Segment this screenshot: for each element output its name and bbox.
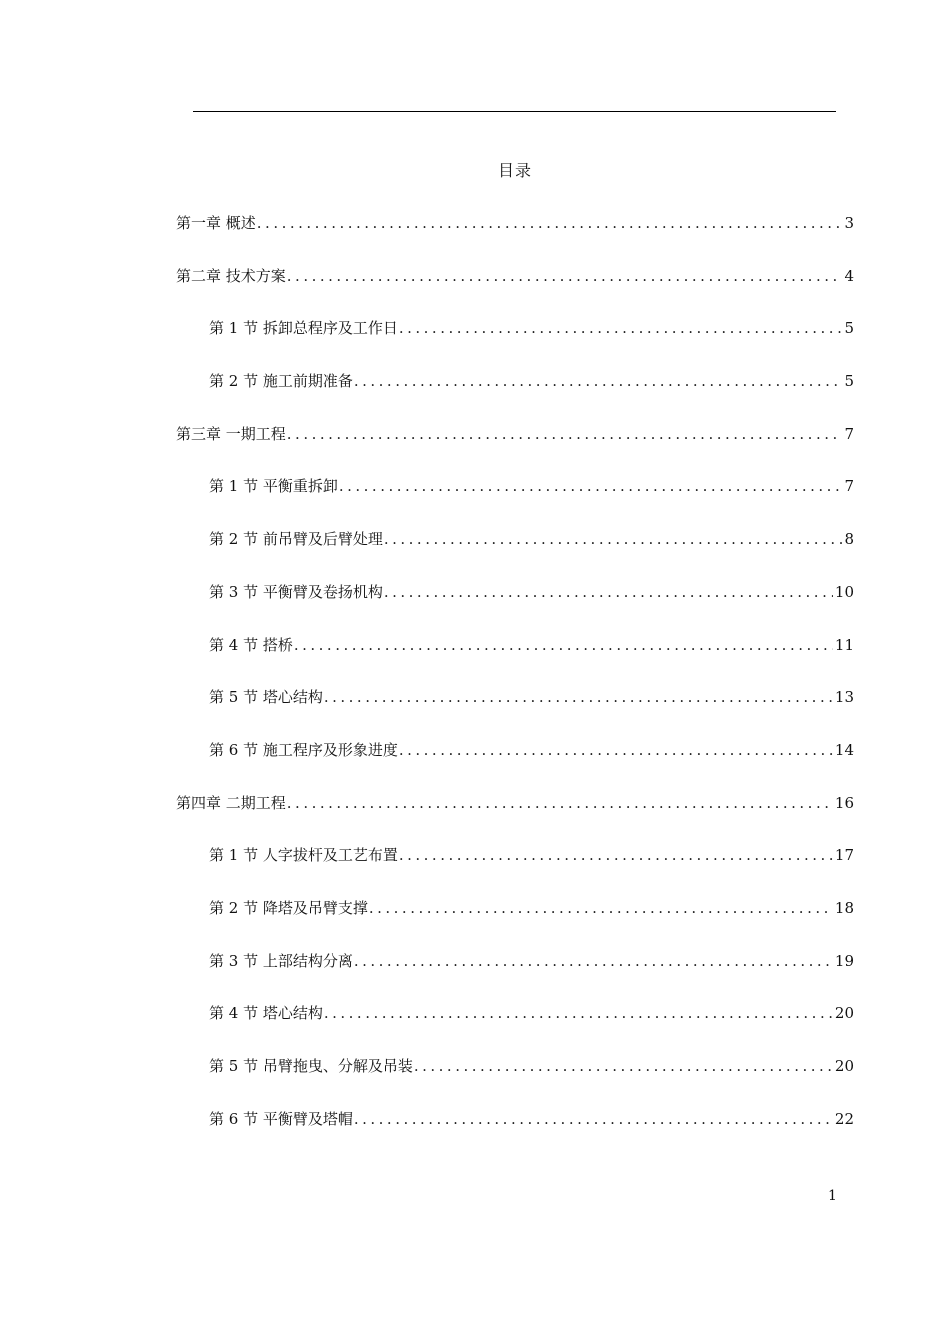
toc-section-entry[interactable] — [176, 735, 854, 788]
toc-chapter-entry[interactable] — [176, 419, 854, 472]
toc-dot-leader — [324, 682, 833, 712]
toc-entry-label: 第 2 节 前吊臂及后臂处理 — [209, 530, 383, 549]
toc-entry-label: 第 1 节 平衡重拆卸 — [209, 477, 338, 496]
toc-entry-label: 第 2 节 降塔及吊臂支撑 — [209, 898, 368, 917]
toc-entry-label: 第三章 一期工程 — [176, 424, 286, 443]
toc-section-entry[interactable] — [176, 998, 854, 1051]
toc-entry-label: 第 1 节 拆卸总程序及工作日 — [209, 319, 398, 338]
toc-section-entry[interactable] — [176, 1104, 854, 1157]
toc-dot-leader — [294, 630, 833, 660]
toc-dot-leader — [339, 471, 843, 501]
toc-dot-leader — [354, 1104, 833, 1134]
toc-entry-page: 4 — [844, 266, 854, 285]
toc-entry-page: 20 — [834, 1004, 854, 1023]
toc-entry-page: 7 — [844, 477, 854, 496]
toc-entry-page: 7 — [844, 424, 854, 443]
toc-entry-page: 11 — [834, 635, 854, 654]
toc-entry-label: 第 6 节 平衡臂及塔帽 — [209, 1109, 353, 1128]
toc-entry-page: 17 — [834, 846, 854, 865]
toc-dot-leader — [324, 998, 833, 1028]
toc-entry-page: 14 — [834, 740, 854, 759]
toc-section-entry[interactable] — [176, 840, 854, 893]
toc-dot-leader — [369, 893, 833, 923]
toc-entry-page: 22 — [834, 1109, 854, 1128]
toc-section-entry[interactable] — [176, 577, 854, 630]
toc-entry-label: 第一章 概述 — [176, 214, 256, 232]
toc-dot-leader — [287, 419, 843, 449]
toc-entry-label: 第二章 技术方案 — [176, 266, 286, 285]
toc-entry-label: 第 5 节 塔心结构 — [209, 688, 323, 707]
toc-entry-label: 第 4 节 塔心结构 — [209, 1004, 323, 1023]
toc-entry-label: 第 5 节 吊臂拖曳、分解及吊装 — [209, 1057, 413, 1075]
toc-section-entry[interactable] — [176, 893, 854, 946]
toc-chapter-entry[interactable] — [176, 208, 854, 261]
toc-entry-label: 第四章 二期工程 — [176, 793, 286, 812]
toc-section-entry[interactable] — [176, 313, 854, 366]
toc-entry-label: 第 1 节 人字拔杆及工艺布置 — [209, 846, 398, 865]
toc-dot-leader — [384, 577, 833, 607]
toc-entry-label: 第 3 节 平衡臂及卷扬机构 — [209, 582, 383, 601]
toc-entry-page: 16 — [834, 793, 854, 812]
toc-entry-page: 8 — [844, 530, 854, 549]
toc-section-entry[interactable] — [176, 524, 854, 577]
toc-dot-leader — [414, 1051, 833, 1081]
toc-section-entry[interactable] — [176, 946, 854, 999]
toc-dot-leader — [257, 208, 843, 238]
toc-section-entry[interactable] — [176, 471, 854, 524]
toc-dot-leader — [399, 840, 833, 870]
toc-section-entry[interactable] — [176, 682, 854, 735]
toc-chapter-entry[interactable] — [176, 788, 854, 841]
toc-dot-leader — [354, 946, 833, 976]
toc-dot-leader — [399, 735, 833, 765]
toc-entry-page: 13 — [834, 688, 854, 707]
toc-section-entry[interactable] — [176, 630, 854, 683]
toc-dot-leader — [287, 788, 833, 818]
toc-entry-label: 第 4 节 搭桥 — [209, 635, 293, 654]
toc-entry-label: 第 2 节 施工前期准备 — [209, 372, 353, 391]
toc-entry-page: 19 — [834, 951, 854, 970]
toc-entry-page: 3 — [844, 214, 854, 232]
toc-entry-page: 18 — [834, 898, 854, 917]
toc-entry-page: 5 — [844, 372, 854, 391]
header-rule — [193, 111, 836, 112]
toc-dot-leader — [384, 524, 843, 554]
toc-dot-leader — [354, 366, 843, 396]
toc-dot-leader — [287, 261, 843, 291]
toc-entry-page: 20 — [834, 1057, 854, 1075]
toc-title: 目录 — [497, 161, 532, 180]
toc-entry-label: 第 3 节 上部结构分离 — [209, 951, 353, 970]
toc-section-entry[interactable] — [176, 366, 854, 419]
toc-section-entry[interactable] — [176, 1051, 854, 1104]
page-number: 1 — [828, 1188, 837, 1204]
toc-entry-page: 5 — [844, 319, 854, 338]
toc-dot-leader — [399, 313, 843, 343]
toc-entry-label: 第 6 节 施工程序及形象进度 — [209, 740, 398, 759]
table-of-contents — [176, 208, 854, 1156]
toc-entry-page: 10 — [834, 582, 854, 601]
toc-chapter-entry[interactable] — [176, 261, 854, 314]
